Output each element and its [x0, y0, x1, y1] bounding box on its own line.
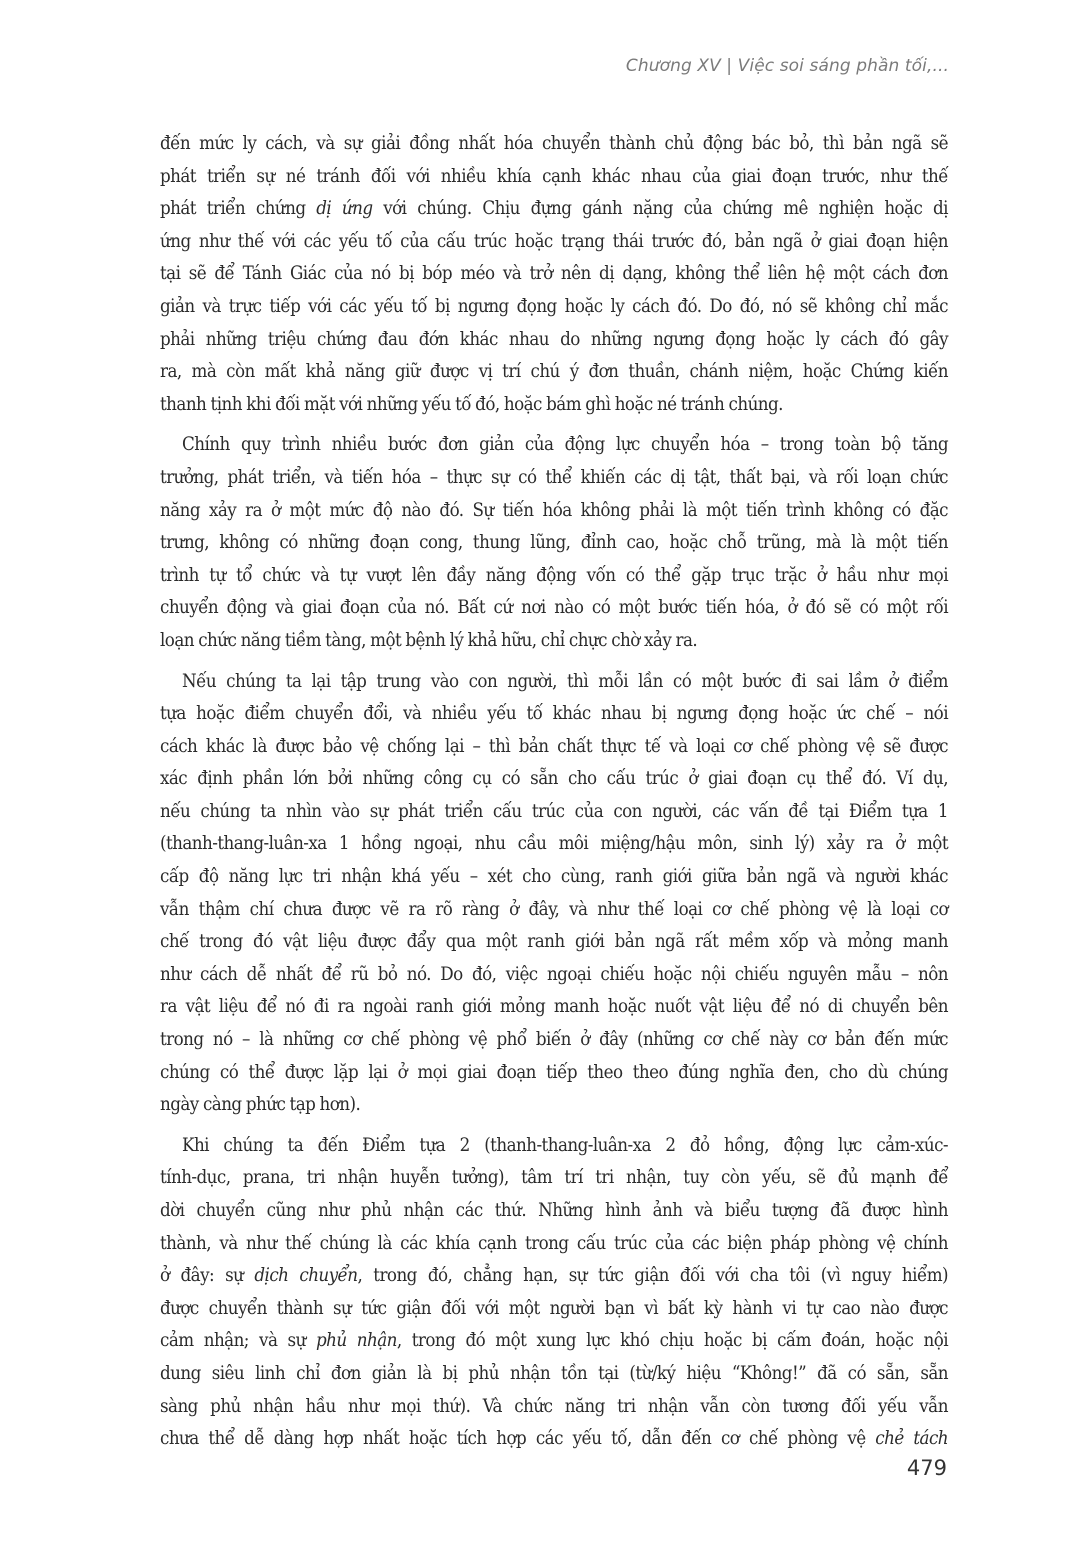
- running-header: Chương XV | Việc soi sáng phần tối,...: [625, 56, 949, 76]
- emphasis: dị ứng: [316, 198, 373, 220]
- text-line: tại sẽ để Tánh Giác của nó bị bóp méo và trở nên dị dạng, không thể liên hệ một cách đơn: [160, 263, 948, 285]
- text-line: trình tự tổ chức và tự vượt lên đầy năng động vốn có thể gặp trục trặc ở hầu như mọi: [160, 564, 948, 586]
- text-line: Chính quy trình nhiều bước đơn giản của động lực chuyển hóa – trong toàn bộ tăng: [182, 434, 948, 456]
- text-line: dời chuyển cũng như phủ nhận các thứ. Những hình ảnh và biểu tượng đã được hình: [160, 1200, 948, 1221]
- text-line: như cách dễ nhất để rũ bỏ nó. Do đó, việc ngoại chiếu hoặc nội chiếu nguyên mẫu – nôn: [160, 963, 948, 985]
- text-line: thanh tịnh khi đối mặt với những yếu tố đó, hoặc bám ghì hoặc né tránh chúng.: [160, 393, 783, 415]
- text-line: ứng như thế với các yếu tố của cấu trúc hoặc trạng thái trước đó, bản ngã ở giai đoạn hiện: [160, 230, 948, 252]
- emphasis: chẻ tách: [875, 1428, 948, 1450]
- text-line: cảm nhận; và sự phủ nhận, trong đó một xung lực khó chịu hoặc bị cấm đoán, hoặc nội: [160, 1330, 949, 1352]
- text-line: chúng có thể được lặp lại ở mọi giai đoạn tiếp theo theo đúng nghĩa đen, cho dù chúng: [160, 1061, 948, 1083]
- text-line: trong nó – là những cơ chế phòng vệ phổ biến ở đây (những cơ chế này cơ bản đến mức: [160, 1029, 948, 1051]
- text-line: phải những triệu chứng đau đớn khác nhau do những ngưng đọng hoặc ly cách đó gây: [160, 328, 948, 350]
- text-line: chế trong đó vật liệu được đẩy qua một ranh giới bản ngã rất mềm xốp và mỏng manh: [160, 931, 948, 953]
- text-line: thành, và như thế chúng là các khía cạnh trong cấu trúc của các biện pháp phòng vệ chính: [160, 1232, 948, 1254]
- paragraph-4: [160, 1130, 948, 1456]
- text-line: vẫn thậm chí chưa được vẽ ra rõ ràng ở đây, và như thế loại cơ chế phòng vệ là loại cơ: [160, 898, 948, 920]
- text-line: giản và trực tiếp với các yếu tố bị ngưng đọng hoặc ly cách đó. Do đó, nó sẽ không chỉ mắc: [160, 295, 948, 317]
- text-line: cấp độ năng lực tri nhận khá yếu – xét cho cùng, ranh giới giữa bản ngã và người khác: [160, 866, 948, 888]
- text-line: cách khác là được bảo vệ chống lại – thì bản chất thực tế và loại cơ chế phòng vệ sẽ được: [160, 735, 948, 757]
- text-line: phát triển sự né tránh đối với nhiều khía cạnh khác nhau của giai đoạn trước, như thế: [160, 165, 948, 187]
- text-line: (thanh-thang-luân-xa 1 hồng ngoại, nhu cầu môi miệng/hậu môn, sinh lý) xảy ra ở một: [160, 833, 948, 855]
- paragraph-1: [160, 128, 948, 421]
- text-line: tính-dục, prana, tri nhận huyễn tưởng), tâm trí tri nhận, tuy còn yếu, sẽ đủ mạnh để: [160, 1167, 948, 1189]
- text-line: ngày càng phức tạp hơn).: [160, 1094, 361, 1116]
- text-line: sàng phủ nhận hầu như mọi thứ). Và chức năng tri nhận vẫn còn tương đối yếu vẫn: [160, 1395, 948, 1417]
- text-line: đến mức ly cách, và sự giải đồng nhất hóa chuyển thành chủ động bác bỏ, thì bản ngã sẽ: [160, 133, 948, 154]
- text-line: ra, mà còn mất khả năng giữ được vị trí chú ý đơn thuần, chánh niệm, hoặc Chứng kiến: [160, 361, 948, 383]
- text-line: phát triển chứng dị ứng với chúng. Chịu đựng gánh nặng của chứng mê nghiện hoặc dị: [160, 198, 948, 220]
- text-line: trưng, không có những đoạn cong, thung lũng, đỉnh cao, hoặc chỗ trũng, mà là một tiến: [160, 532, 948, 554]
- text-line: Khi chúng ta đến Điểm tựa 2 (thanh-thang-luân-xa 2 đỏ hồng, động lực cảm-xúc-: [182, 1134, 948, 1156]
- text-line: tựa hoặc điểm chuyển đổi, và nhiều yếu tố khác nhau bị ngưng đọng hoặc ức chế – nói: [160, 703, 948, 725]
- text-line: trưởng, phát triển, và tiến hóa – thực sự có thể khiến các dị tật, thất bại, và rối loạn chức: [160, 466, 948, 488]
- text-line: Nếu chúng ta lại tập trung vào con người, thì mỗi lần có một bước đi sai lầm ở điểm: [182, 670, 948, 692]
- text-line: loạn chức năng tiềm tàng, một bệnh lý khả hữu, chỉ chực chờ xảy ra.: [160, 629, 698, 651]
- text-line: chuyển động và giai đoạn của nó. Bất cứ nơi nào có một bước tiến hóa, ở đó sẽ có một rối: [160, 597, 948, 619]
- text-line: xác định phần lớn bởi những công cụ có sẵn cho cấu trúc ở giai đoạn cụ thể đó. Ví dụ,: [160, 768, 948, 790]
- emphasis: phủ nhận: [315, 1330, 397, 1352]
- paragraph-2: [160, 429, 948, 657]
- emphasis: dịch chuyển: [254, 1265, 358, 1287]
- text-line: chưa thể dễ dàng hợp nhất hoặc tích hợp các yếu tố, dẫn đến cơ chế phòng vệ chẻ tách: [160, 1428, 948, 1450]
- page-number: 479: [906, 1456, 947, 1480]
- text-line: nếu chúng ta nhìn vào sự phát triển cấu trúc của con người, các vấn đề tại Điểm tựa 1: [160, 800, 948, 822]
- text-line: dung siêu linh chỉ đơn giản là bị phủ nhận tồn tại (từ/ký hiệu “Không!” đã có sẵn, sẵn: [160, 1362, 948, 1384]
- paragraph-3: [160, 666, 948, 1122]
- text-line: được chuyển thành sự tức giận đối với một người bạn vì bất kỳ hành vi tự cao nào được: [160, 1297, 948, 1319]
- text-line: năng xảy ra ở một mức độ nào đó. Sự tiến hóa không phải là một tiến trình không có đặc: [160, 499, 948, 521]
- text-line: ở đây: sự dịch chuyển, trong đó, chẳng hạn, sự tức giận đối với cha tôi (vì nguy hiểm): [160, 1265, 948, 1287]
- body-text: [160, 128, 948, 1464]
- text-line: ra vật liệu để nó đi ra ngoài ranh giới mỏng manh hoặc nuốt vật liệu để nó di chuyển bên: [160, 996, 948, 1018]
